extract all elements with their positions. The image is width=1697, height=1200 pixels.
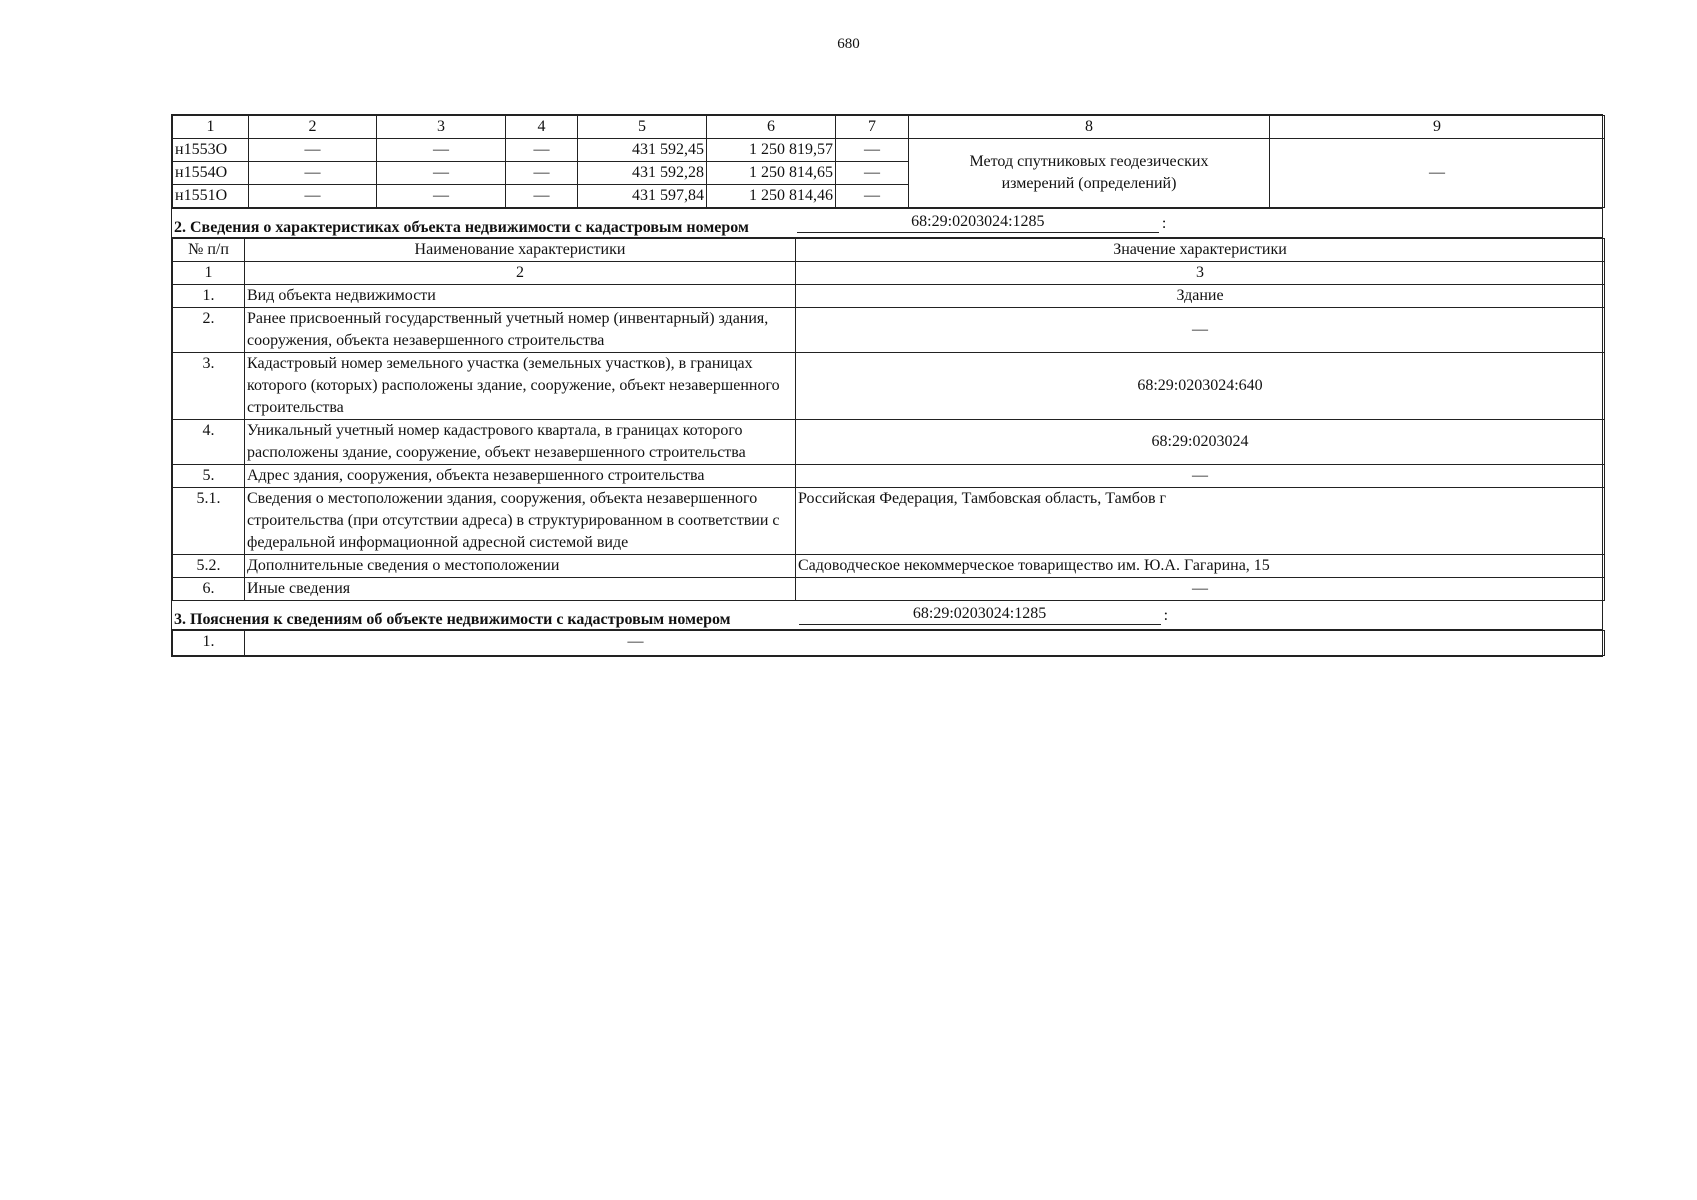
row-number: 5.2. [173,555,245,578]
table-cell: — [1270,139,1605,208]
table-row [173,555,1605,578]
table-row [173,465,1605,488]
characteristic-name: Сведения о местоположении здания, сооружения, объекта незавершенного строительства (при отсутствии адреса) в структурированном в соответствии с федеральной информационной адресной системой виде [245,488,796,555]
note-value: — [245,631,1605,656]
column-header: 1 [173,116,249,139]
characteristics-index-row [173,262,1605,285]
characteristic-value: Российская Федерация, Тамбовская область, Тамбов г [796,488,1605,555]
column-index: 1 [173,262,245,285]
table-row [173,139,1605,162]
column-header: 6 [707,116,836,139]
row-number: 3. [173,353,245,420]
table-row [173,488,1605,555]
characteristic-value: Садоводческое некоммерческое товарищество им. Ю.А. Гагарина, 15 [796,555,1605,578]
table-row [173,420,1605,465]
table-cell: — [836,185,909,208]
cadastral-sheet [171,114,1603,657]
row-number: 2. [173,308,245,353]
method-cell: Метод спутниковых геодезических измерений (определений) [909,139,1270,208]
row-number: 1. [173,285,245,308]
table-cell: — [506,185,578,208]
coordinate-x: 431 592,45 [578,139,707,162]
table-cell: — [506,162,578,185]
column-index: 2 [245,262,796,285]
column-header: 5 [578,116,707,139]
row-number: 5. [173,465,245,488]
coordinates-header-row [173,116,1605,139]
row-number: 6. [173,578,245,601]
coordinate-y: 1 250 819,57 [707,139,836,162]
column-header: Наименование характеристики [245,239,796,262]
characteristic-value: — [796,465,1605,488]
column-header: 8 [909,116,1270,139]
coordinate-y: 1 250 814,46 [707,185,836,208]
table-row [173,631,1605,656]
characteristic-value: — [796,578,1605,601]
characteristic-value: Здание [796,285,1605,308]
table-cell: — [249,162,377,185]
column-header: 2 [249,116,377,139]
section3-colon: : [1163,607,1169,624]
column-header: Значение характеристики [796,239,1605,262]
column-header: 3 [377,116,506,139]
table-cell: — [836,139,909,162]
characteristic-name: Иные сведения [245,578,796,601]
notes-table [172,630,1605,656]
characteristic-name: Адрес здания, сооружения, объекта незавершенного строительства [245,465,796,488]
row-number: 4. [173,420,245,465]
coordinate-x: 431 592,28 [578,162,707,185]
characteristic-value: — [796,308,1605,353]
table-row [173,308,1605,353]
coordinate-y: 1 250 814,65 [707,162,836,185]
characteristic-value: 68:29:0203024:640 [796,353,1605,420]
section2-cadastral-number: 68:29:0203024:1285 [797,212,1159,233]
point-name: н1553О [173,139,249,162]
table-cell: — [249,139,377,162]
section3-title-bar [172,601,1602,630]
page-number: 680 [837,36,860,52]
characteristic-name: Дополнительные сведения о местоположении [245,555,796,578]
row-number: 5.1. [173,488,245,555]
characteristic-name: Ранее присвоенный государственный учетный номер (инвентарный) здания, сооружения, объекта незавершенного строительства [245,308,796,353]
table-cell: — [836,162,909,185]
table-cell: — [249,185,377,208]
coordinates-table [172,115,1605,208]
characteristic-name: Уникальный учетный номер кадастрового квартала, в границах которого расположены здание, сооружение, объект незавершенного строительства [245,420,796,465]
characteristic-name: Вид объекта недвижимости [245,285,796,308]
characteristics-header-row [173,239,1605,262]
section2-title-bar [172,208,1602,238]
table-cell: — [377,139,506,162]
point-name: н1551О [173,185,249,208]
section3-title: 3. Пояснения к сведениям об объекте недвижимости с кадастровым номером [174,611,731,628]
characteristic-name: Кадастровый номер земельного участка (земельных участков), в границах которого (которых) расположены здание, сооружение, объект незавершенного строительства [245,353,796,420]
table-cell: — [377,185,506,208]
column-header: 4 [506,116,578,139]
section3-cadastral-number: 68:29:0203024:1285 [799,604,1161,625]
table-cell: — [377,162,506,185]
table-row [173,353,1605,420]
column-index: 3 [796,262,1605,285]
section2-title: 2. Сведения о характеристиках объекта недвижимости с кадастровым номером [174,219,749,236]
table-cell: — [506,139,578,162]
characteristic-value: 68:29:0203024 [796,420,1605,465]
row-number: 1. [173,631,245,656]
column-header: 7 [836,116,909,139]
table-row [173,285,1605,308]
column-header: 9 [1270,116,1605,139]
table-row [173,578,1605,601]
characteristics-table [172,238,1605,601]
coordinate-x: 431 597,84 [578,185,707,208]
point-name: н1554О [173,162,249,185]
section2-colon: : [1161,215,1167,232]
column-header: № п/п [173,239,245,262]
